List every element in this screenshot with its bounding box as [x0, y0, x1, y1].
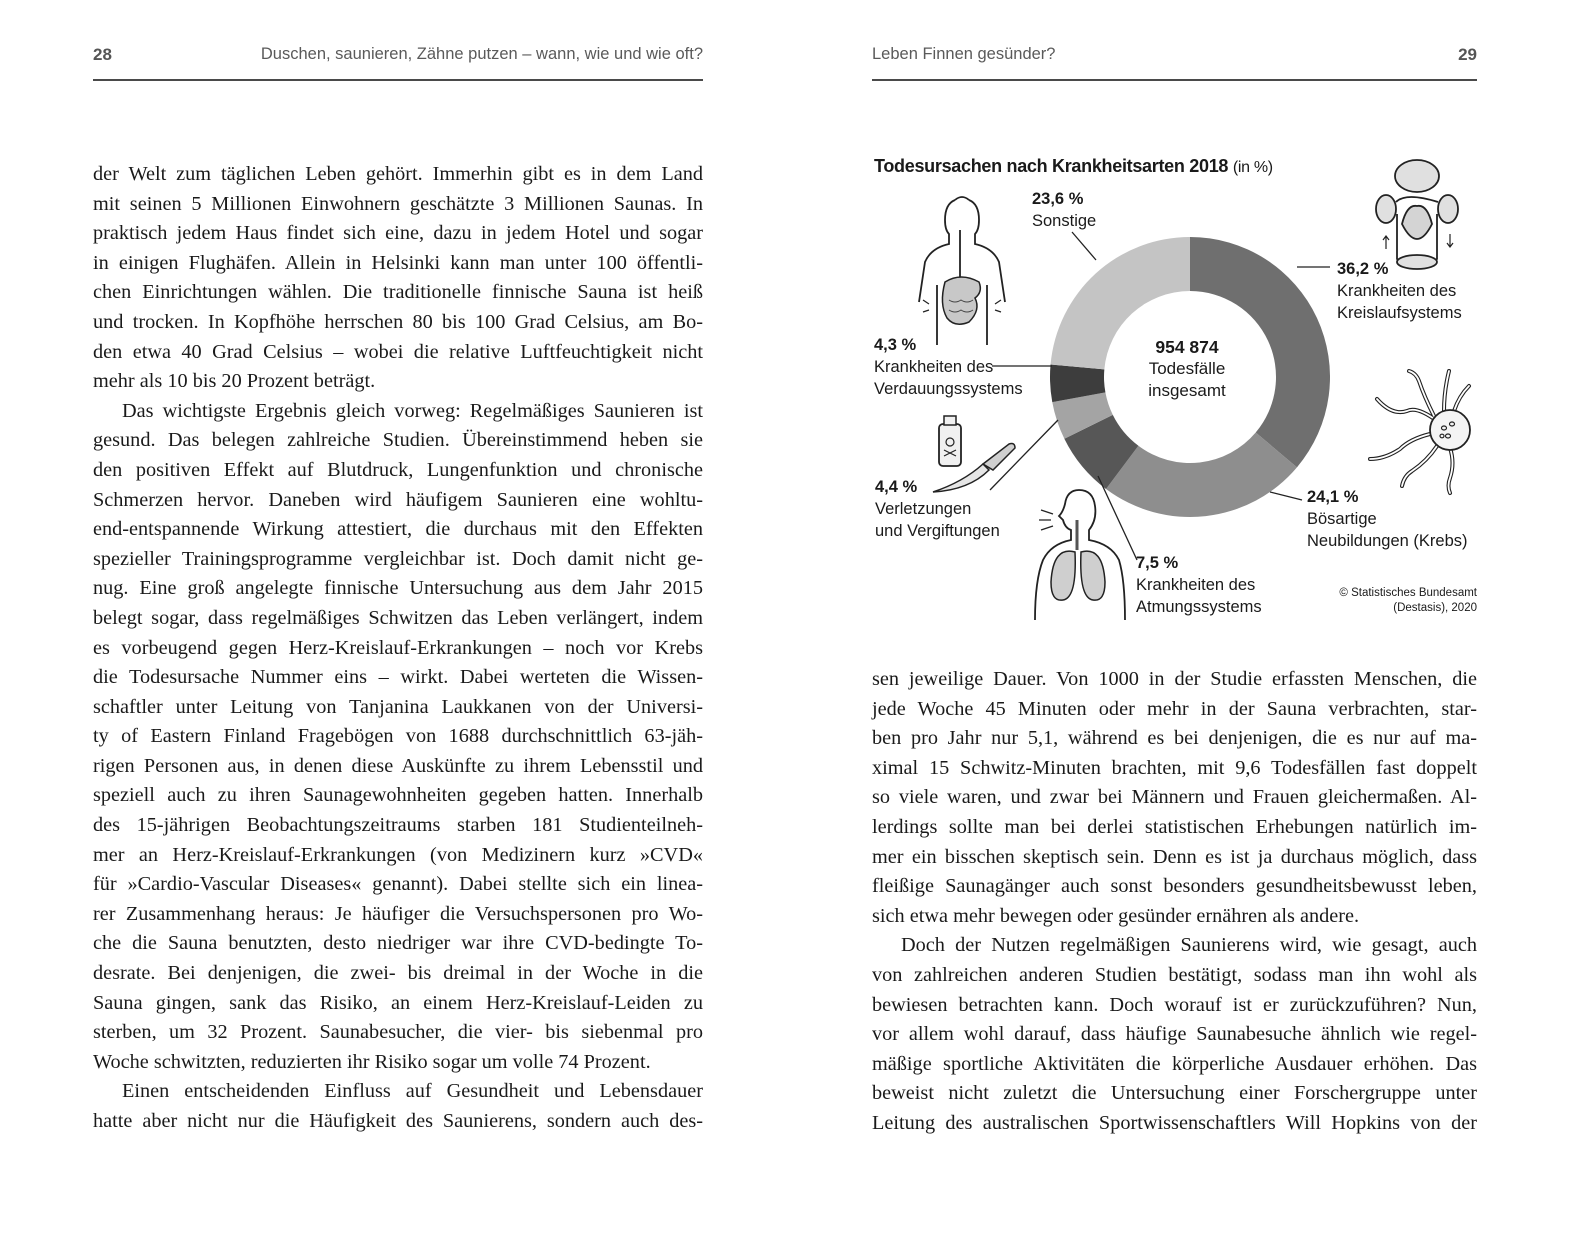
- text-line: jede Woche 45 Minuten oder mehr in der Sauna verbrachten, star-: [872, 697, 1477, 720]
- body-text: [93, 160, 703, 1137]
- data-label: 23,6 %: [1032, 190, 1084, 208]
- category-label: Neubildungen (Krebs): [1307, 532, 1468, 550]
- digestive-system-icon: [917, 190, 1007, 355]
- text-line: speziell auch zu ihren Saunagewohnheiten gegeben hatten. Innerhalb: [93, 784, 703, 807]
- donut-chart: [872, 140, 1477, 630]
- center-line1: Todesfälle: [1148, 359, 1226, 378]
- lungs-icon: [1027, 480, 1132, 630]
- body-text: [872, 665, 1477, 1139]
- header-rule: [93, 79, 703, 81]
- text-line: von zahlreichen anderen Studien bestätigt, sodass man ihn wohl als: [872, 963, 1477, 986]
- category-label: Sonstige: [1032, 212, 1097, 230]
- category-label: Krankheiten des: [1337, 282, 1457, 300]
- text-line: mäßige sportliche Aktivitäten die körperliche Ausdauer erhöhen. Das: [872, 1052, 1477, 1075]
- poison-bottle-knife-icon: [927, 410, 1027, 500]
- slice-label-sonstige: [1032, 188, 1096, 232]
- text-line: praktisch jedem Haus findet sich eine, dazu in jedem Hotel und sogar: [93, 222, 703, 245]
- cancer-cell-icon: [1362, 366, 1477, 496]
- category-label: Krankheiten des: [874, 358, 994, 376]
- text-line: den etwa 40 Grad Celsius – wobei die relative Luftfeuchtigkeit nicht: [93, 340, 703, 363]
- slice-label-atmung: [1136, 552, 1262, 618]
- data-label: 36,2 %: [1337, 260, 1389, 278]
- page-number: 28: [93, 45, 112, 64]
- text-line: gesund. Das belegen zahlreiche Studien. Übereinstimmend heben sie: [93, 429, 703, 452]
- text-line: ty of Eastern Finland Fragebögen von 1688 durchschnittlich 63-jäh-: [93, 725, 703, 748]
- chart-title-text: Todesursachen nach Krankheitsarten 2018: [874, 156, 1229, 176]
- text-line: rer Zusammenhang heraus: Je häufiger die Versuchspersonen pro Wo-: [93, 902, 703, 925]
- text-line: für »Cardio-Vascular Diseases« genannt). Dabei stellte sich ein linea-: [93, 873, 703, 896]
- text-line: den positiven Effekt auf Blutdruck, Lungenfunktion und chronische: [93, 458, 703, 481]
- text-line: vor allem wohl darauf, dass häufige Saunabesuche ähnlich wie regel-: [872, 1023, 1477, 1046]
- text-line: spezieller Trainingsprogramme vergleichbar ist. Doch damit nicht ge-: [93, 547, 703, 570]
- category-label: Krankheiten des: [1136, 576, 1256, 594]
- source-line: (Destasis), 2020: [1393, 602, 1477, 614]
- text-line: Doch der Nutzen regelmäßigen Saunierens wird, wie gesagt, auch: [901, 934, 1477, 957]
- text-line: Leitung des australischen Sportwissenschaftlers Will Hopkins von der: [872, 1111, 1477, 1134]
- text-line: desrate. Bei denjenigen, die zwei- bis dreimal in der Woche in die: [93, 962, 703, 985]
- text-line: sich etwa mehr bewegen oder gesünder ernähren als andere.: [872, 904, 1360, 927]
- header-rule: [872, 79, 1477, 81]
- text-line: mer an Herz-Kreislauf-Erkrankungen (von Medizinern kurz »CVD«: [93, 843, 703, 866]
- running-title: Duschen, saunieren, Zähne putzen – wann, wie und wie oft?: [260, 45, 703, 63]
- text-line: es vorbeugend gegen Herz-Kreislauf-Erkrankungen – noch vor Krebs: [93, 636, 703, 659]
- text-line: chen Einrichtungen wählen. Die traditionelle finnische Sauna ist heiß: [93, 281, 703, 304]
- text-line: Schmerzen hervor. Daneben wird häufigem Saunieren eine wohltu-: [93, 488, 703, 511]
- text-line: und trocken. In Kopfhöhe herrschen 80 bis 100 Grad Celsius, am Bo-: [93, 310, 703, 333]
- text-line: die Todesursache Nummer eins – wirkt. Dabei werteten die Wissen-: [93, 666, 703, 689]
- text-line: Sauna gingen, sank das Risiko, an einem Herz-Kreislauf-Leiden zu: [93, 991, 703, 1014]
- text-line: hatte aber nicht nur die Häufigkeit des Saunierens, sondern auch des-: [93, 1110, 703, 1132]
- text-line: sterben, um 32 Prozent. Saunabesucher, die vier- bis siebenmal pro: [93, 1021, 703, 1044]
- text-line: rigen Personen aus, in denen diese Auskünfte zu ihrem Lebensstil und: [93, 754, 703, 777]
- data-label: 4,4 %: [875, 478, 918, 496]
- text-line: sen jeweilige Dauer. Von 1000 in der Studie erfassten Menschen, die: [872, 668, 1477, 690]
- text-line: lerdings sollte man bei derlei statistischen Erhebungen natürlich im-: [872, 815, 1477, 838]
- text-line: Das wichtigste Ergebnis gleich vorweg: Regelmäßiges Saunieren ist: [122, 399, 703, 422]
- center-label: [1117, 336, 1257, 402]
- chart-source: [1339, 586, 1477, 616]
- text-line: ben pro Jahr nur 5,1, während es bei denjenigen, die es nur auf ma-: [872, 727, 1477, 750]
- category-label: und Vergiftungen: [875, 522, 1000, 540]
- left-page: [93, 0, 713, 1240]
- text-line: che die Sauna benutzten, desto niedriger war ihre CVD-bedingte To-: [93, 932, 703, 955]
- data-label: 24,1 %: [1307, 488, 1359, 506]
- text-line: fleißige Saunagänger auch sonst besonders gesundheitsbewusst leben,: [872, 875, 1477, 898]
- chart-title-unit: (in %): [1232, 159, 1273, 176]
- text-line: Einen entscheidenden Einfluss auf Gesundheit und Lebensdauer: [122, 1080, 703, 1103]
- text-line: nug. Eine groß angelegte finnische Untersuchung aus dem Jahr 2015: [93, 577, 703, 600]
- text-line: end-entspannende Wirkung attestiert, die durchaus mit den Effekten: [93, 518, 703, 541]
- heart-circulation-icon: [1372, 154, 1462, 274]
- text-line: des 15-jährigen Beobachtungszeitraums starben 181 Studienteilneh-: [93, 814, 703, 837]
- category-label: Verletzungen: [875, 500, 972, 518]
- category-label: Kreislaufsystems: [1337, 304, 1462, 322]
- center-line2: insgesamt: [1148, 381, 1226, 400]
- text-line: der Welt zum täglichen Leben gehört. Immerhin gibt es in dem Land: [93, 163, 703, 185]
- running-title: Leben Finnen gesünder?: [872, 45, 1056, 63]
- text-line: mit seinen 5 Millionen Einwohnern geschätzte 3 Millionen Saunas. In: [93, 192, 703, 215]
- text-line: beweist nicht zuletzt die Untersuchung einer Forschergruppe unter: [872, 1082, 1477, 1105]
- text-line: bewiesen betrachten kann. Doch worauf ist er zurückzuführen? Nun,: [872, 993, 1477, 1016]
- right-page: [872, 0, 1477, 1240]
- running-head: [93, 44, 713, 72]
- category-label: Bösartige: [1307, 510, 1377, 528]
- text-line: mehr als 10 bis 20 Prozent beträgt.: [93, 370, 376, 393]
- text-line: schaftler unter Leitung von Tanjanina Laukkanen von der Universi-: [93, 695, 703, 718]
- category-label: Atmungssystems: [1136, 598, 1262, 616]
- text-line: belegt sogar, dass regelmäßiges Schwitzen das Leben verlängert, indem: [93, 606, 703, 629]
- text-line: so viele waren, und zwar bei Männern und Frauen gleichermaßen. Al-: [872, 786, 1477, 809]
- running-head: [872, 44, 1477, 72]
- leader-line-krebs: [1270, 492, 1302, 500]
- text-line: ximal 15 Schwitz-Minuten brachten, mit 9,6 Todesfällen fast doppelt: [872, 756, 1477, 779]
- text-line: Woche schwitzten, reduzierten ihr Risiko sogar um volle 74 Prozent.: [93, 1050, 651, 1073]
- data-label: 4,3 %: [874, 336, 917, 354]
- total-deaths: 954 874: [1155, 337, 1219, 357]
- text-line: in einigen Flughäfen. Allein in Helsinki kann man unter 100 öffentli-: [93, 251, 703, 274]
- text-line: mer ein bisschen skeptisch sein. Denn es ist ja durchaus möglich, dass: [872, 845, 1477, 868]
- leader-line-sonstige: [1072, 232, 1096, 260]
- data-label: 7,5 %: [1136, 554, 1179, 572]
- page-number: 29: [1458, 45, 1477, 64]
- source-line: © Statistisches Bundesamt: [1339, 587, 1477, 599]
- category-label: Verdauungssystems: [874, 380, 1023, 398]
